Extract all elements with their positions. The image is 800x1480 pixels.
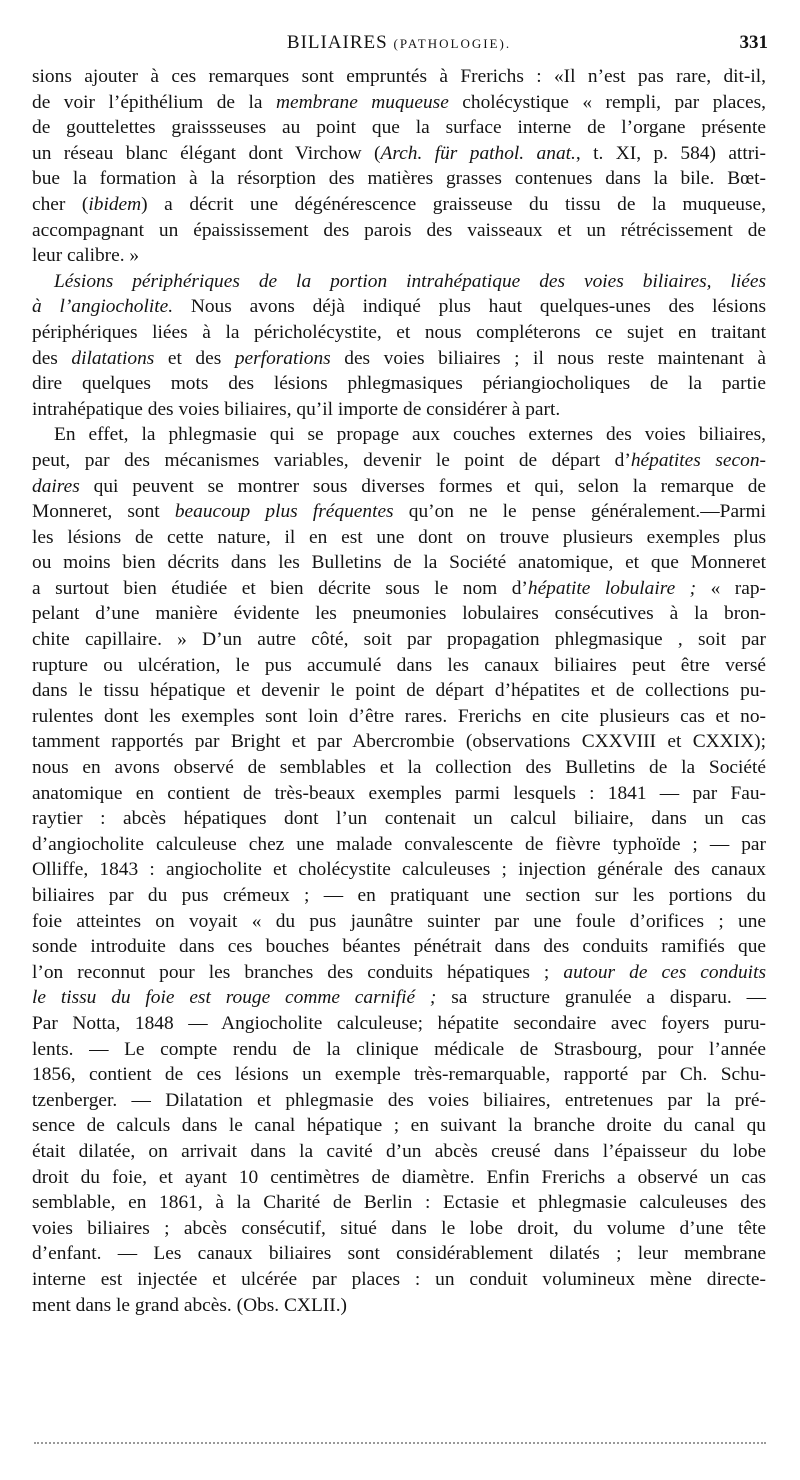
text-line <box>32 678 766 704</box>
text-line <box>32 909 766 935</box>
text-run: de voir l’épithélium de la <box>32 91 276 113</box>
header-title: BILIAIRES <box>286 32 388 53</box>
text-run: Par Notta, 1848 — Angiocholite calculeuse; hépatite secondaire avec foyers puru- <box>32 1012 766 1034</box>
text-run: Nous avons déjà indiqué plus haut quelques-unes des lésions <box>173 296 766 318</box>
running-header <box>30 26 768 56</box>
text-line <box>32 64 766 90</box>
text-line <box>32 576 766 602</box>
text-run: intrahépatique des voies biliaires, qu’il importe de considérer à part. <box>32 398 561 420</box>
text-run: raytier : abcès hépatiques dont l’un contenait un calcul biliaire, dans un cas <box>32 808 766 830</box>
text-line <box>32 422 766 448</box>
italic-run: Arch. für pathol. anat. <box>380 142 576 164</box>
text-line <box>32 704 766 730</box>
text-run: En effet, la phlegmasie qui se propage aux couches externes des voies biliaires, <box>54 424 766 446</box>
text-line <box>32 90 766 116</box>
italic-run: membrane muqueuse <box>275 91 449 113</box>
text-run: d’angiocholite calculeuse chez une malade convalescente de fièvre typhoïde ; — par <box>32 833 766 855</box>
text-run: peut, par des mécanismes variables, devenir le point de départ d’ <box>32 449 631 471</box>
text-line <box>32 166 766 192</box>
text-line <box>32 294 766 320</box>
text-line <box>32 1113 766 1139</box>
italic-run: Lésions périphériques de la portion intrahépatique des voies biliaires, liées <box>54 270 766 292</box>
text-run: bue la formation à la résorption des matières grasses contenues dans la bile. Bœt- <box>32 168 766 190</box>
text-run: ) a décrit une dégénérescence graisseuse du tissu de la muqueuse, <box>141 193 767 215</box>
text-run: interne est injectée et ulcérée par places : un conduit volumineux mène directe- <box>32 1268 766 1290</box>
text-line <box>32 499 766 525</box>
text-run: rulentes dont les exemples sont loin d’être rares. Frerichs en cite plusieurs cas et no- <box>32 705 766 727</box>
text-run: lents. — Le compte rendu de la clinique médicale de Strasbourg, pour l’année <box>32 1038 766 1060</box>
text-run: anatomique en contient de très-beaux exemples parmi lesquels : 1841 — par Fau- <box>32 782 766 804</box>
text-line <box>32 1011 766 1037</box>
text-line <box>32 883 766 909</box>
text-line <box>32 934 766 960</box>
text-run: droit du foie, et ayant 10 centimètres de diamètre. Enfin Frerichs a observé un cas <box>32 1166 766 1188</box>
text-line <box>32 806 766 832</box>
text-run: sonde introduite dans ces bouches béantes pénétrait dans des conduits ramifiés que <box>32 936 766 958</box>
text-line <box>32 371 766 397</box>
text-line <box>32 857 766 883</box>
text-line <box>32 781 766 807</box>
text-run: dire quelques mots des lésions phlegmasiques périangiocholiques de la partie <box>32 373 766 395</box>
footer-dotted-rule <box>34 1442 766 1444</box>
text-run: un réseau blanc élégant dont Virchow ( <box>32 142 381 164</box>
text-run: les lésions de cette nature, il en est une dont on trouve plusieurs exemples plus <box>32 526 766 548</box>
text-run: et des <box>154 347 235 369</box>
text-line <box>32 960 766 986</box>
text-line <box>32 729 766 755</box>
text-run: ment dans le grand abcès. (Obs. CXLII.) <box>32 1294 348 1316</box>
text-run: cholécystique « rempli, par places, <box>448 91 766 113</box>
text-run: cher ( <box>32 193 89 215</box>
header-subtitle: (PATHOLOGIE). <box>393 36 512 51</box>
text-run: pelant d’une manière évidente les pneumonies lobulaires consécutives à la bron- <box>32 603 766 625</box>
text-run: tamment rapportés par Bright et par Abercrombie (observations CXXVIII et CXXIX); <box>32 731 766 753</box>
text-run: foie atteintes on voyait « du pus jaunâtre suinter par une foule d’orifices ; une <box>32 910 766 932</box>
italic-run: daires <box>32 475 80 497</box>
text-line <box>32 141 766 167</box>
text-run: sions ajouter à ces remarques sont empruntés à Frerichs : «Il n’est pas rare, dit-il, <box>32 66 766 87</box>
italic-run: le tissu du foie est rouge comme carnifié ; <box>32 987 437 1009</box>
text-line <box>32 1165 766 1191</box>
text-line <box>32 525 766 551</box>
text-run: qui peuvent se montrer sous diverses formes et qui, selon la remarque de <box>79 475 766 497</box>
text-line <box>32 346 766 372</box>
text-line <box>32 1190 766 1216</box>
italic-run: hépatites secon- <box>630 449 766 471</box>
text-line <box>32 474 766 500</box>
text-line <box>32 653 766 679</box>
text-run: 1856, contient de ces lésions un exemple très-remarquable, rapporté par Ch. Schu- <box>32 1064 766 1086</box>
running-title <box>30 32 768 54</box>
text-run: l’on reconnut pour les branches des conduits hépatiques ; <box>32 961 564 983</box>
text-run: d’enfant. — Les canaux biliaires sont considérablement dilatés ; leur membrane <box>32 1243 766 1265</box>
text-line <box>32 627 766 653</box>
text-run: voies biliaires ; abcès consécutif, situé dans le lobe droit, du volume d’une tête <box>32 1217 766 1239</box>
text-line <box>32 1037 766 1063</box>
italic-run: autour de ces conduits <box>563 961 767 983</box>
text-run: chite capillaire. » D’un autre côté, soit par propagation phlegmasique , soit par <box>32 629 766 651</box>
text-run: « rap- <box>696 577 767 599</box>
text-run: ou moins bien décrits dans les Bulletins de la Société anatomique, et que Monneret <box>32 552 766 574</box>
text-line <box>32 115 766 141</box>
text-run: Monneret, sont <box>32 501 175 523</box>
text-line <box>32 218 766 244</box>
text-line <box>32 832 766 858</box>
text-line <box>32 755 766 781</box>
text-run: sence de calculs dans le canal hépatique ; en suivant la branche droite du canal qu <box>32 1115 766 1137</box>
text-line <box>32 192 766 218</box>
text-line <box>32 1062 766 1088</box>
text-run: nous en avons observé de semblables et la collection des Bulletins de la Société <box>32 757 766 779</box>
text-run: a surtout bien étudiée et bien décrite sous le nom d’ <box>32 577 528 599</box>
text-run: périphériques liées à la péricholécystite, et nous compléterons ce sujet en traitant <box>32 321 766 343</box>
text-run: de gouttelettes graissseuses au point que la surface interne de l’organe présente <box>32 117 766 139</box>
text-line <box>32 1267 766 1293</box>
text-run: , t. XI, p. 584) attri- <box>575 142 767 164</box>
text-run: était dilatée, on arrivait dans la cavité d’un abcès creusé dans l’épaisseur du lobe <box>32 1140 766 1162</box>
text-line <box>32 269 766 295</box>
text-line <box>32 1216 766 1242</box>
text-line <box>32 1139 766 1165</box>
text-run: biliaires par du pus crémeux ; — en pratiquant une section sur les portions du <box>32 885 766 906</box>
text-run: tzenberger. — Dilatation et phlegmasie des voies biliaires, entretenues par la pré- <box>32 1089 766 1111</box>
text-line <box>32 550 766 576</box>
text-run: des voies biliaires ; il nous reste maintenant à <box>330 347 766 369</box>
text-line <box>32 320 766 346</box>
text-line <box>32 448 766 474</box>
text-line <box>32 1293 766 1319</box>
text-run: des <box>32 347 72 369</box>
italic-run: perforations <box>234 347 331 369</box>
italic-run: dilatations <box>71 347 155 369</box>
italic-run: hépatite lobulaire ; <box>527 577 697 599</box>
body-text <box>32 64 766 1318</box>
page-number: 331 <box>739 32 768 53</box>
text-run: leur calibre. » <box>32 245 140 267</box>
text-run: accompagnant un épaississement des parois des vaisseaux et un rétrécissement de <box>32 219 766 241</box>
text-line <box>32 243 766 269</box>
italic-run: à l’angiocholite. <box>32 296 174 318</box>
italic-run: beaucoup plus fréquentes <box>174 501 394 523</box>
text-line <box>32 601 766 627</box>
text-line <box>32 1088 766 1114</box>
italic-run: ibidem <box>88 193 142 215</box>
text-run: semblable, en 1861, à la Charité de Berlin : Ectasie et phlegmasie calculeuses des <box>32 1192 766 1214</box>
text-line <box>32 985 766 1011</box>
text-run: sa structure granulée a disparu. — <box>436 987 766 1009</box>
text-line <box>32 397 766 423</box>
text-run: qu’on ne le pense généralement.—Parmi <box>393 501 766 523</box>
text-run: rupture ou ulcération, le pus accumulé dans les canaux biliaires peut être versé <box>32 654 766 676</box>
text-run: Olliffe, 1843 : angiocholite et cholécystite calculeuses ; injection générale des canaux <box>32 859 766 881</box>
text-run: dans le tissu hépatique et devenir le point de départ d’hépatites et de collections pu- <box>32 680 766 702</box>
text-line <box>32 1241 766 1267</box>
